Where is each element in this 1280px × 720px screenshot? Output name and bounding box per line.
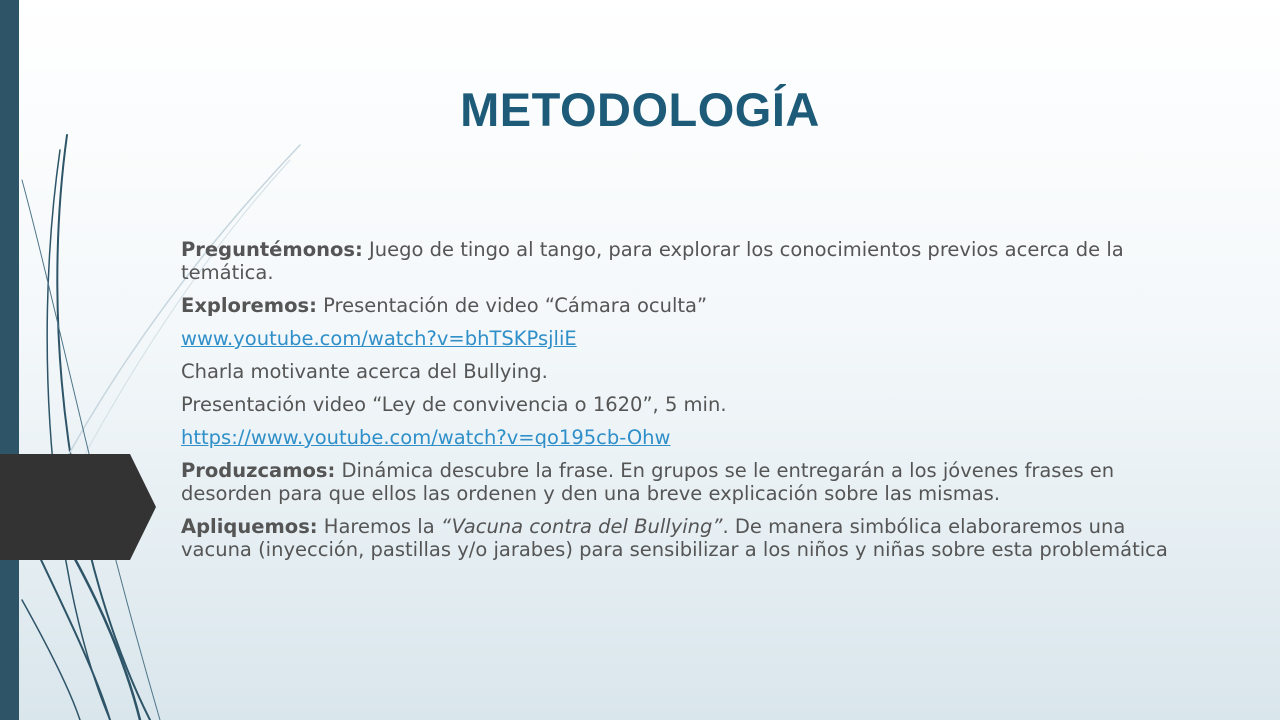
paragraph-text: Charla motivante acerca del Bullying. — [181, 360, 548, 383]
paragraph-exploremos — [181, 294, 1201, 317]
paragraph-preguntemonos — [181, 238, 1201, 284]
video-link-camara-oculta[interactable]: www.youtube.com/watch?v=bhTSKPsjliE — [181, 327, 577, 350]
slide-title: METODOLOGÍA — [460, 83, 820, 136]
paragraph-label: Produzcamos: — [181, 459, 336, 482]
video-link-ley-convivencia[interactable]: https://www.youtube.com/watch?v=qo195cb-Ohw — [181, 426, 671, 449]
paragraph-text: Presentación de video “Cámara oculta” — [316, 294, 708, 317]
paragraph-label: Exploremos: — [181, 294, 317, 317]
paragraph-label: Preguntémonos: — [181, 238, 363, 261]
slide-body — [181, 238, 1201, 571]
paragraph-text: . De manera simbólica elaboraremos una vacuna (inyección, pastillas y/o jarabes) para sensibilizar a los niños y niñas sobre esta problemática — [181, 515, 1168, 561]
paragraph-presentacion — [181, 393, 1201, 416]
paragraph-text: Dinámica descubre la frase. En grupos se le entregarán a los jóvenes frases en desorden para que ellos las ordenen y den una breve explicación sobre las mismas. — [181, 459, 1115, 505]
paragraph-produzcamos — [181, 459, 1201, 505]
paragraph-text: Juego de tingo al tango, para explorar los conocimientos previos acerca de la temática. — [181, 238, 1124, 284]
paragraph-label: Apliquemos: — [181, 515, 318, 538]
paragraph-apliquemos — [181, 515, 1201, 561]
paragraph-charla — [181, 360, 1201, 383]
paragraph-link-1 — [181, 327, 1201, 350]
paragraph-italic-text: “Vacuna contra del Bullying” — [440, 515, 723, 538]
paragraph-link-2 — [181, 426, 1201, 449]
paragraph-text: Haremos la — [317, 515, 441, 538]
paragraph-text: Presentación video “Ley de convivencia o 1620”, 5 min. — [181, 393, 727, 416]
section-tab — [0, 454, 156, 560]
